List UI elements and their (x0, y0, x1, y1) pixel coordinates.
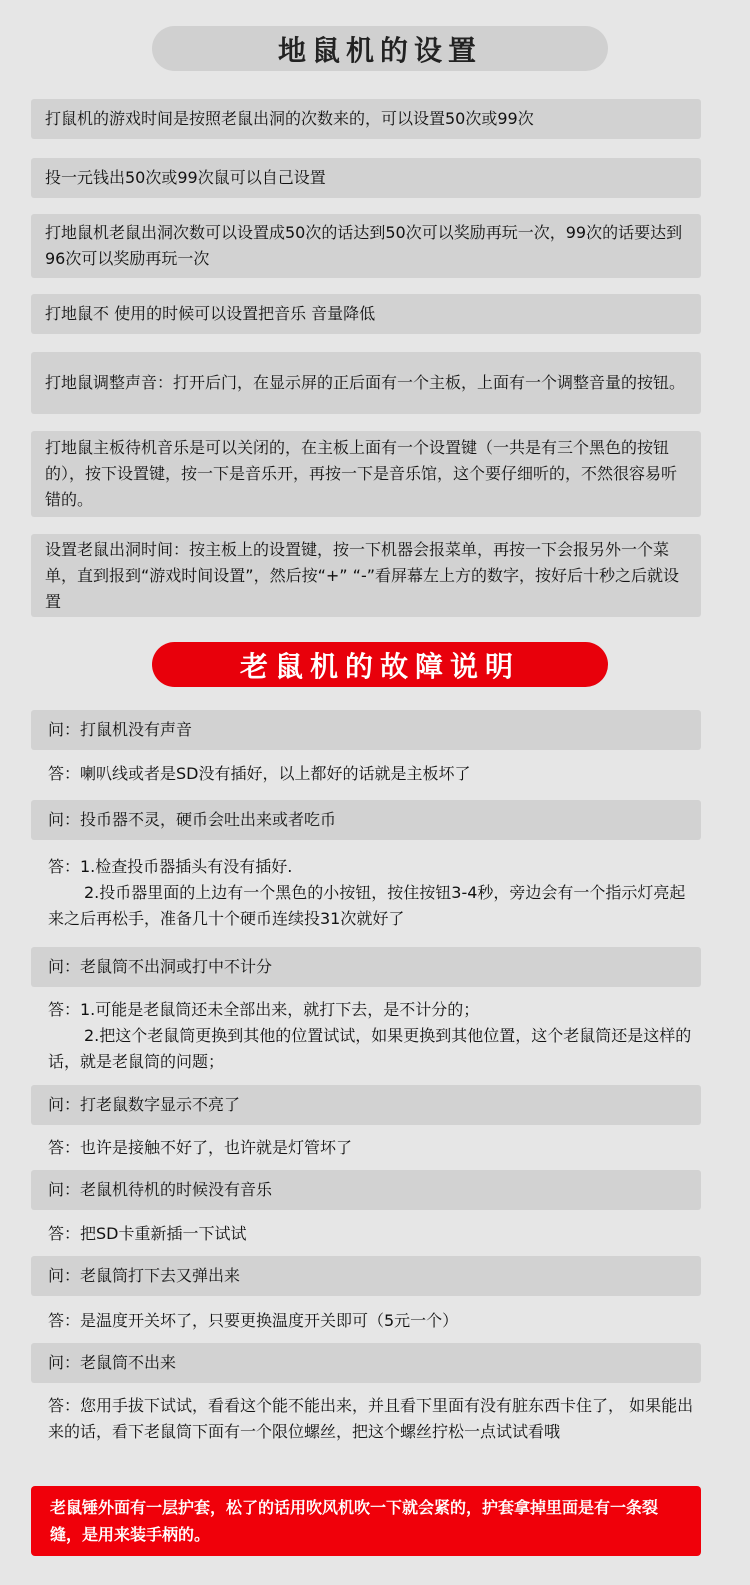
settings-item: 打地鼠机老鼠出洞次数可以设置成50次的话达到50次可以奖励再玩一次，99次的话要达到96次可以奖励再玩一次 (31, 214, 701, 278)
answer-text: 答：喇叭线或者是SD没有插好，以上都好的话就是主板坏了 (48, 764, 471, 783)
settings-item: 打地鼠调整声音：打开后门，在显示屏的正后面有一个主板，上面有一个调整音量的按钮。 (31, 352, 701, 414)
answer-text: 答：是温度开关坏了，只要更换温度开关即可（5元一个） (48, 1311, 459, 1330)
answer-text: 答：1.可能是老鼠筒还未全部出来，就打下去，是不计分的； (48, 1000, 480, 1019)
settings-item: 投一元钱出50次或99次鼠可以自己设置 (31, 158, 701, 198)
question-box: 问：打老鼠数字显示不亮了 (31, 1085, 701, 1125)
question-box: 问：老鼠筒不出洞或打中不计分 (31, 947, 701, 987)
answer-text: 答：也许是接触不好了，也许就是灯管坏了 (48, 1138, 353, 1157)
question-box: 问：投币器不灵，硬币会吐出来或者吃币 (31, 800, 701, 840)
answer-text: 答：把SD卡重新插一下试试 (48, 1224, 247, 1243)
question-box: 问：老鼠筒打下去又弹出来 (31, 1256, 701, 1296)
faults-title: 老鼠机的故障说明 (152, 642, 608, 687)
settings-title: 地鼠机的设置 (152, 26, 608, 71)
warning-note: 老鼠锤外面有一层护套，松了的话用吹风机吹一下就会紧的，护套拿掉里面是有一条裂缝，是用来装手柄的。 (31, 1486, 701, 1556)
question-box: 问：老鼠机待机的时候没有音乐 (31, 1170, 701, 1210)
answer-text: 2.投币器里面的上边有一个黑色的小按钮，按住按钮3-4秒，旁边会有一个指示灯亮起来之后再松手，准备几十个硬币连续投31次就好了 (48, 883, 686, 928)
question-box: 问：打鼠机没有声音 (31, 710, 701, 750)
answer-text: 答：您用手拔下试试，看看这个能不能出来，并且看下里面有没有脏东西卡住了， 如果能出来的话，看下老鼠筒下面有一个限位螺丝，把这个螺丝拧松一点试试看哦 (48, 1396, 694, 1441)
settings-item: 打鼠机的游戏时间是按照老鼠出洞的次数来的，可以设置50次或99次 (31, 99, 701, 139)
settings-item: 打地鼠主板待机音乐是可以关闭的，在主板上面有一个设置键（一共是有三个黑色的按钮的），按下设置键，按一下是音乐开，再按一下是音乐馆，这个要仔细听的，不然很容易听错的。 (31, 431, 701, 517)
settings-item: 设置老鼠出洞时间：按主板上的设置键，按一下机器会报菜单，再按一下会报另外一个菜单，直到报到“游戏时间设置”，然后按“+” “-”看屏幕左上方的数字，按好后十秒之后就设置 (31, 534, 701, 617)
answer-text: 答：1.检查投币器插头有没有插好. (48, 857, 293, 876)
question-box: 问：老鼠筒不出来 (31, 1343, 701, 1383)
settings-item: 打地鼠不 使用的时候可以设置把音乐 音量降低 (31, 294, 701, 334)
answer-text: 2.把这个老鼠筒更换到其他的位置试试，如果更换到其他位置，这个老鼠筒还是这样的话，就是老鼠筒的问题； (48, 1026, 692, 1071)
